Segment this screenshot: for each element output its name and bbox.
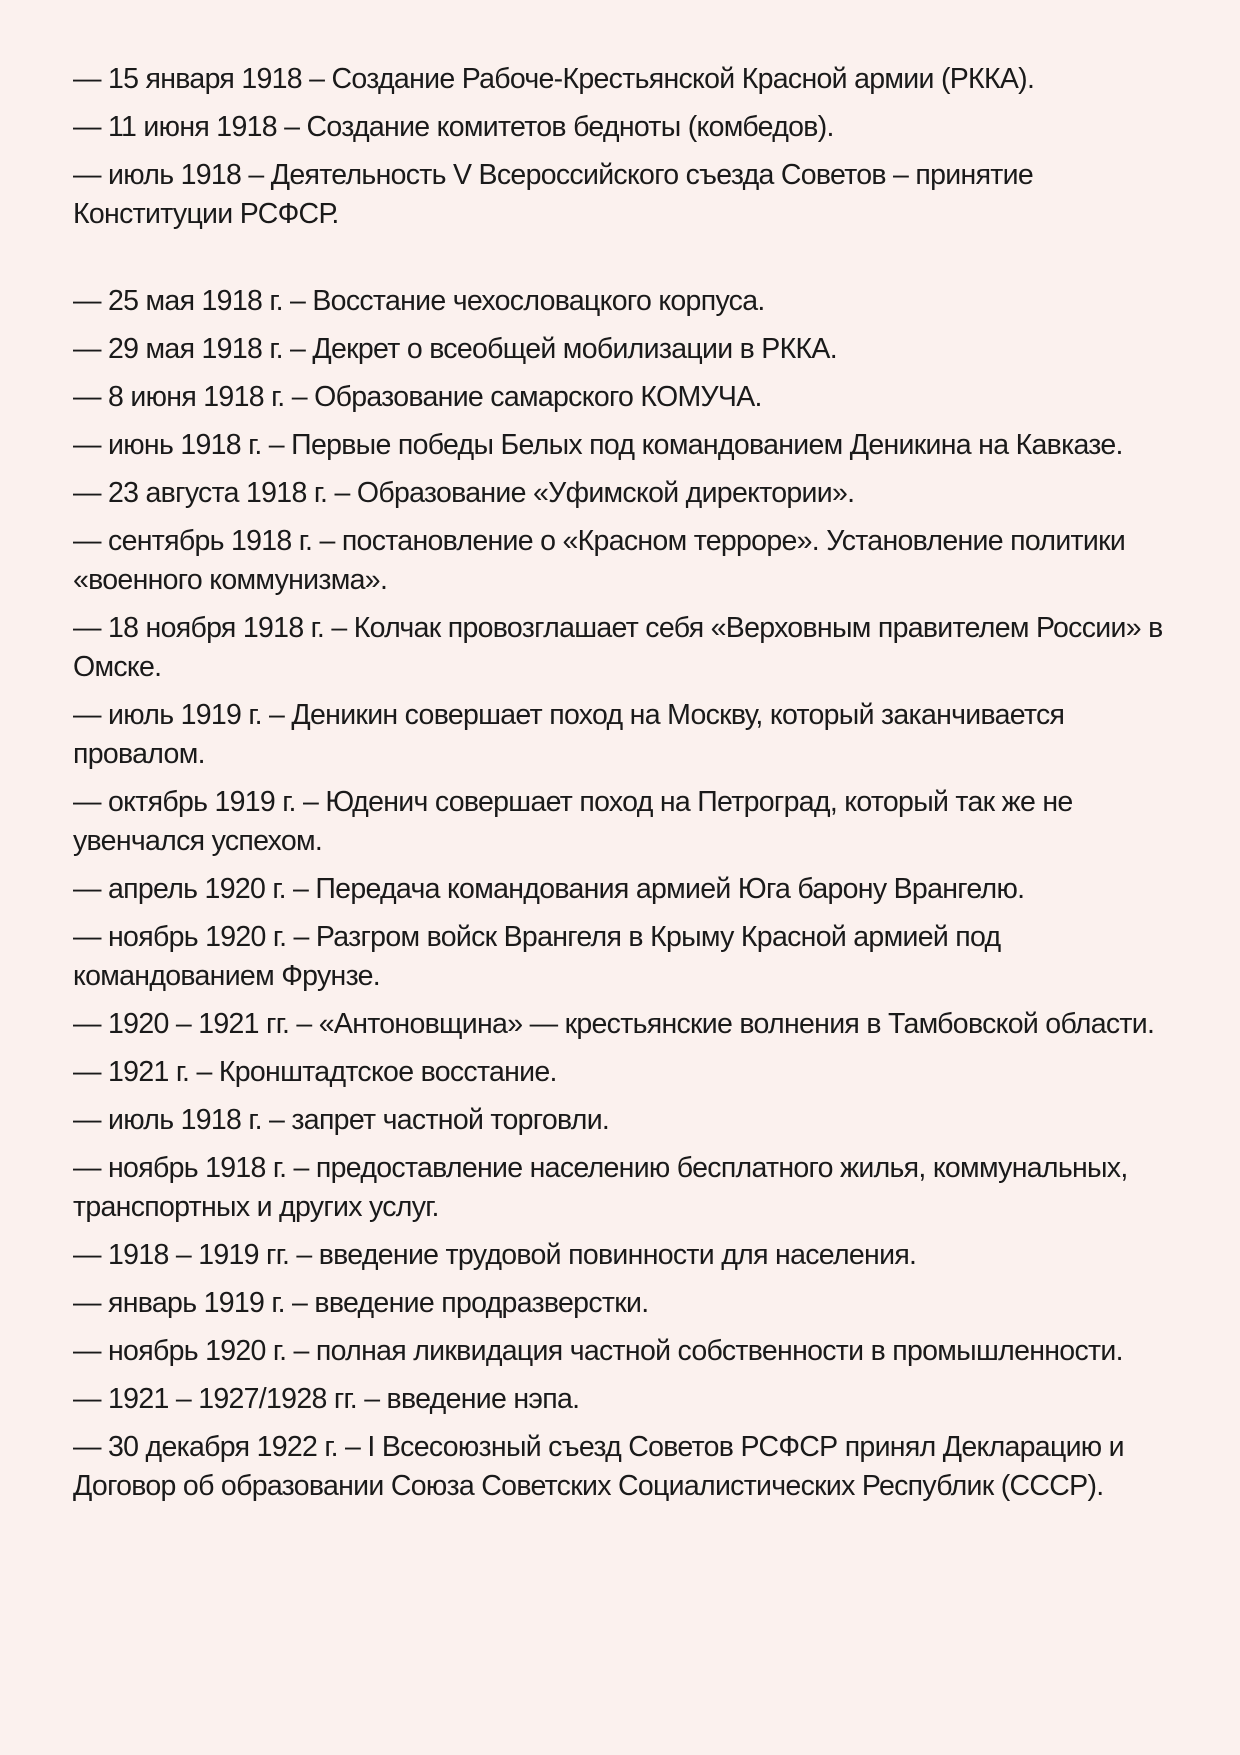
- timeline-entry: — 1921 – 1927/1928 гг. – введение нэпа.: [73, 1383, 580, 1415]
- timeline-entry: — июль 1918 – Деятельность V Всероссийского съезда Советов – принятие Конституции РСФСР.: [73, 159, 1034, 230]
- timeline-entry: — октябрь 1919 г. – Юденич совершает поход на Петроград, который так же не увенчался успехом.: [73, 786, 1073, 857]
- timeline-entry: — 18 ноября 1918 г. – Колчак провозглашает себя «Верховным правителем России» в Омске.: [73, 612, 1163, 683]
- timeline-entry: — 23 августа 1918 г. – Образование «Уфимской директории».: [73, 477, 855, 509]
- timeline-entry: — январь 1919 г. – введение продразверстки.: [73, 1287, 649, 1319]
- timeline-entry: — 25 мая 1918 г. – Восстание чехословацкого корпуса.: [73, 285, 765, 317]
- timeline-entry: — 1918 – 1919 гг. – введение трудовой повинности для населения.: [73, 1239, 917, 1271]
- timeline-entry: — июль 1919 г. – Деникин совершает поход на Москву, который заканчивается провалом.: [73, 699, 1065, 770]
- timeline-entry: — ноябрь 1920 г. – полная ликвидация частной собственности в промышленности.: [73, 1335, 1123, 1367]
- timeline-entry: — 11 июня 1918 – Создание комитетов бедноты (комбедов).: [73, 111, 834, 143]
- timeline-group-1: [73, 60, 1180, 234]
- timeline-entry: — сентябрь 1918 г. – постановление о «Красном терроре». Установление политики «военного коммунизма».: [73, 525, 1126, 596]
- timeline-entry: — ноябрь 1918 г. – предоставление населению бесплатного жилья, коммунальных, транспортных и других услуг.: [73, 1152, 1128, 1223]
- timeline-entry: — 1921 г. – Кронштадтское восстание.: [73, 1056, 557, 1088]
- timeline-entry: — 15 января 1918 – Создание Рабоче-Крестьянской Красной армии (РККА).: [73, 63, 1035, 95]
- timeline-entry: — 29 мая 1918 г. – Декрет о всеобщей мобилизации в РККА.: [73, 333, 837, 365]
- timeline-entry: — июнь 1918 г. – Первые победы Белых под командованием Деникина на Кавказе.: [73, 429, 1123, 461]
- timeline-entry: — июль 1918 г. – запрет частной торговли.: [73, 1104, 610, 1136]
- timeline-entry: — 8 июня 1918 г. – Образование самарского КОМУЧА.: [73, 381, 762, 413]
- timeline-group-2: [73, 282, 1180, 1506]
- timeline-entry: — апрель 1920 г. – Передача командования армией Юга барону Врангелю.: [73, 873, 1025, 905]
- timeline-entry: — ноябрь 1920 г. – Разгром войск Врангеля в Крыму Красной армией под командованием Фрунзе.: [73, 921, 1001, 992]
- timeline-entry: — 30 декабря 1922 г. – I Всесоюзный съезд Советов РСФСР принял Декларацию и Договор об образовании Союза Советских Социалистических Республик (СССР).: [73, 1431, 1124, 1502]
- timeline-entry: — 1920 – 1921 гг. – «Антоновщина» — крестьянские волнения в Тамбовской области.: [73, 1008, 1155, 1040]
